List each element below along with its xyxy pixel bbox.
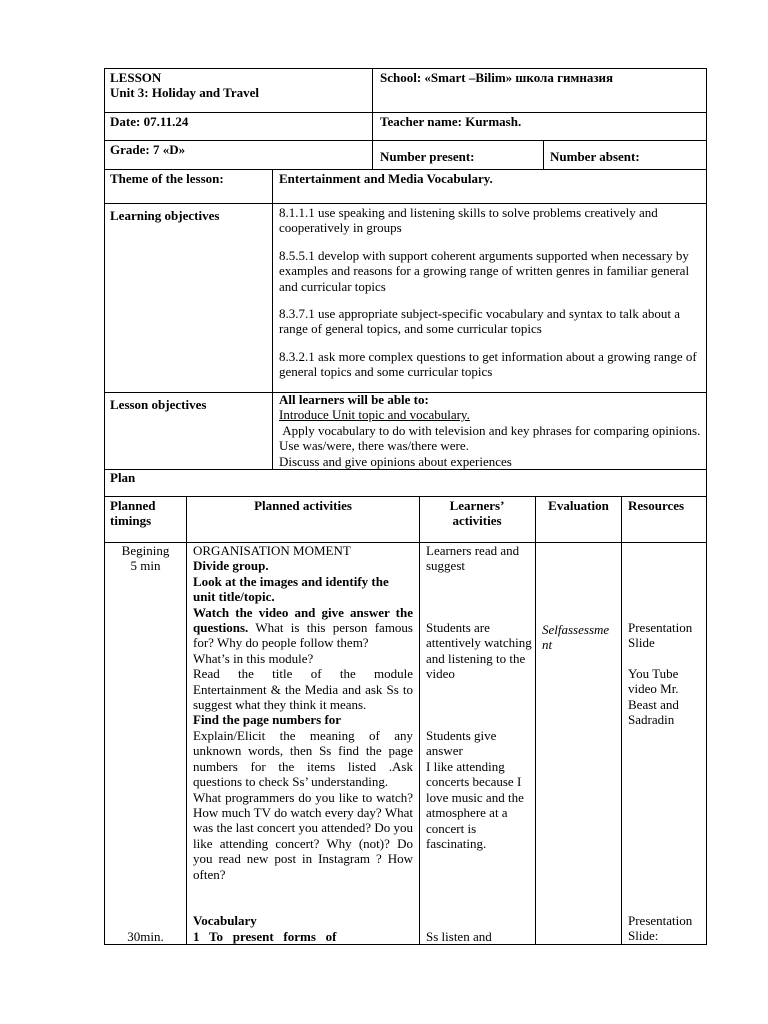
lesson-objective-line: Introduce Unit topic and vocabulary.: [279, 407, 470, 423]
learning-objective-item: 8.5.5.1 develop with support coherent arguments supported when necessary by examples and reasons for a growing range of written genres in familiar general and curricular topics: [279, 248, 690, 294]
activity-line: What’s in this module?: [193, 650, 314, 666]
grade: Grade: 7 «D»: [110, 142, 186, 157]
col-header-learners: Learners’ activities: [449, 498, 505, 529]
lesson-objective-line: Apply vocabulary to do with television and key phrases for comparing opinions. Use was/were, there was/there were.: [279, 422, 704, 454]
activity-line-bold: Watch the video and give answer the questions.: [193, 604, 413, 636]
lesson-objectives-label: Lesson objectives: [110, 397, 207, 412]
plan-label: Plan: [110, 470, 136, 485]
table-rule: [104, 112, 707, 113]
evaluation-selfassessment: Selfassessment: [542, 622, 610, 653]
school-name: School: «Smart –Bilim» школа гимназия: [380, 70, 614, 85]
timing-main: 30min.: [127, 929, 164, 944]
table-border-left: [104, 68, 105, 945]
activity-line: What is this person famous for? Why do people follow them?: [193, 620, 413, 651]
resource-item: Presentation Slide: [628, 620, 693, 651]
activity-line: Read the title of the module Entertainment & the Media and ask Ss to suggest what they think it means.: [193, 666, 413, 713]
table-divider: [186, 496, 187, 944]
table-divider: [372, 68, 373, 169]
learning-objective-item: 8.3.2.1 ask more complex questions to get information about a growing range of general topics and some curricular topics: [279, 349, 697, 380]
learning-objectives-label: Learning objectives: [110, 208, 220, 223]
table-divider: [272, 169, 273, 469]
lesson-label: LESSON: [110, 70, 162, 85]
table-divider: [621, 496, 622, 944]
activity-line: What programmers do you like to watch? How much TV do watch every day? What was the last concert you attended? Do you like attending concert? Why (not)? Do you read new post in Instagram ? How often?: [193, 789, 413, 882]
resource-item: Presentation Slide:: [628, 913, 693, 944]
learning-objective-item: 8.1.1.1 use speaking and listening skills to solve problems creatively and cooperatively in groups: [279, 205, 658, 236]
table-rule: [104, 68, 707, 69]
table-border-right: [706, 68, 707, 945]
theme-value: Entertainment and Media Vocabulary.: [279, 171, 493, 186]
table-rule: [104, 169, 707, 170]
table-divider: [535, 496, 536, 944]
lesson-objective-line: Discuss and give opinions about experiences: [279, 453, 512, 469]
teacher-name: Teacher name: Kurmash.: [380, 114, 522, 129]
lesson-objectives-content: [279, 392, 704, 469]
learners-note: Learners read and suggest: [426, 543, 520, 574]
learning-objective-item: 8.3.7.1 use appropriate subject-specific vocabulary and syntax to talk about a range of general topics, and some curricular topics: [279, 306, 681, 337]
learners-note: I like attending concerts because I love music and the atmosphere at a concert is fascinating.: [426, 759, 524, 852]
table-rule: [104, 496, 707, 497]
activity-line: Explain/Elicit the meaning of any unknown words, then Ss find the page numbers for the items listed .Ask questions to check Ss’ understanding.: [193, 727, 413, 790]
col-header-activities: Planned activities: [254, 498, 352, 513]
activity-line: Find the page numbers for: [193, 712, 342, 728]
unit-title: Unit 3: Holiday and Travel: [110, 85, 260, 100]
col-header-resources: Resources: [628, 498, 685, 513]
activity-vocabulary-title: Vocabulary: [193, 913, 257, 928]
table-rule: [104, 203, 707, 204]
timing-beginning: Begining 5 min: [121, 543, 170, 574]
lesson-date: Date: 07.11.24: [110, 114, 189, 129]
number-absent: Number absent:: [550, 149, 640, 164]
col-header-timings: Planned timings: [110, 498, 156, 529]
table-rule: [104, 140, 707, 141]
lesson-objectives-heading: All learners will be able to:: [279, 392, 429, 407]
learners-note: Ss listen and: [426, 929, 492, 944]
table-divider: [419, 496, 420, 944]
activity-line: ORGANISATION MOMENT: [193, 543, 351, 558]
col-header-evaluation: Evaluation: [548, 498, 609, 513]
activity-line: Divide group.: [193, 558, 269, 574]
number-present: Number present:: [380, 149, 475, 164]
resource-item: You Tube video Mr. Beast and Sadradin: [628, 666, 679, 728]
activity-line: Look at the images and identify the unit title/topic.: [193, 573, 389, 605]
activities-cell: [193, 543, 413, 882]
learners-note: Students are attentively watching and listening to the video: [426, 620, 532, 682]
activity-line: 1 To present forms of: [193, 929, 337, 944]
table-divider: [543, 140, 544, 169]
learners-note: Students give answer: [426, 728, 497, 759]
theme-label: Theme of the lesson:: [110, 171, 224, 186]
